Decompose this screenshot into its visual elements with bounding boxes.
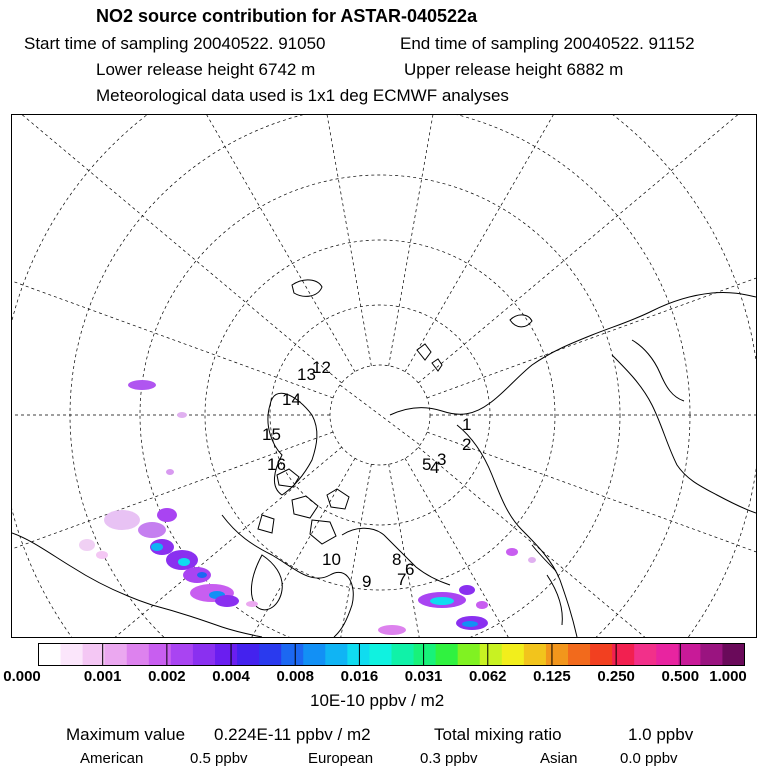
coastline-arctic-islands bbox=[258, 469, 349, 544]
max-value: 0.224E-11 ppbv / m2 bbox=[214, 725, 371, 744]
meridian-line bbox=[418, 115, 756, 383]
colorbar-cell bbox=[502, 644, 525, 666]
colorbar-tick-label: 0.004 bbox=[212, 668, 250, 685]
colorbar-cell bbox=[546, 644, 569, 666]
colorbar-units: 10E-10 ppbv / m2 bbox=[310, 691, 445, 710]
colorbar-cell bbox=[347, 644, 370, 666]
graticule bbox=[12, 115, 756, 637]
total-mixing-value: 1.0 ppbv bbox=[628, 725, 694, 744]
polar-map bbox=[12, 115, 756, 637]
colorbar-cell bbox=[700, 644, 723, 666]
plume-patch bbox=[459, 585, 475, 595]
coastline-svalbard bbox=[417, 344, 442, 371]
trajectory-time-label: 12 bbox=[312, 358, 331, 377]
plume-patch bbox=[177, 412, 187, 418]
end-time-label: End time of sampling 20040522. 91152 bbox=[400, 34, 695, 53]
meridian-line bbox=[12, 115, 342, 383]
meridian-line bbox=[30, 458, 355, 637]
plot-title: NO2 source contribution for ASTAR-040522a bbox=[96, 6, 478, 26]
colorbar-tick-label: 0.000 bbox=[3, 668, 41, 685]
trajectory-time-label: 6 bbox=[405, 560, 415, 579]
asian-label: Asian bbox=[540, 750, 578, 767]
colorbar-cell bbox=[61, 644, 84, 666]
plume-patch bbox=[138, 522, 166, 538]
colorbar-cell bbox=[590, 644, 613, 666]
colorbar-cell bbox=[171, 644, 194, 666]
trajectory-time-label: 8 bbox=[392, 550, 402, 569]
plume-patch bbox=[430, 597, 454, 605]
plume-patch bbox=[528, 557, 536, 563]
plume-patch bbox=[166, 469, 174, 475]
coastline-novaya-zemlya bbox=[510, 315, 532, 327]
trajectory-time-label: 10 bbox=[322, 550, 341, 569]
colorbar-cell bbox=[83, 644, 106, 666]
colorbar-cell bbox=[678, 644, 701, 666]
coastline-hudson-bay bbox=[251, 555, 282, 610]
meridian-line bbox=[389, 464, 502, 637]
colorbar-cell bbox=[325, 644, 348, 666]
meridian-line bbox=[418, 447, 756, 637]
lower-height-label: Lower release height 6742 m bbox=[96, 60, 316, 79]
plume-patch bbox=[476, 601, 488, 609]
coastlines bbox=[12, 280, 756, 637]
meridian-line bbox=[12, 176, 333, 398]
colorbar bbox=[38, 643, 746, 667]
plume-patch bbox=[79, 539, 95, 551]
colorbar-cell bbox=[149, 644, 172, 666]
plume-patch bbox=[246, 601, 258, 607]
meridian-line bbox=[30, 115, 355, 372]
total-mixing-label: Total mixing ratio bbox=[434, 725, 562, 744]
plume-patch bbox=[178, 558, 190, 566]
coastline-europe bbox=[612, 355, 756, 513]
meridian-line bbox=[405, 115, 730, 372]
american-value: 0.5 ppbv bbox=[190, 750, 248, 767]
colorbar-cell bbox=[303, 644, 326, 666]
colorbar-cell bbox=[392, 644, 415, 666]
american-label: American bbox=[80, 750, 144, 767]
meridian-line bbox=[340, 385, 420, 445]
plume-patch bbox=[215, 595, 239, 607]
colorbar-cell bbox=[39, 644, 62, 666]
plume-patch bbox=[96, 551, 108, 559]
colorbar-cell bbox=[480, 644, 503, 666]
trajectory-time-label: 5 bbox=[422, 455, 432, 474]
colorbar-cell bbox=[281, 644, 304, 666]
coastline-scandinavia bbox=[632, 340, 684, 401]
meridian-line bbox=[389, 115, 502, 366]
plume-patch bbox=[128, 380, 156, 390]
coastline-north-america bbox=[12, 515, 353, 637]
meridian-line bbox=[427, 176, 756, 398]
colorbar-cell bbox=[369, 644, 392, 666]
plume-patch bbox=[104, 510, 140, 530]
coastline-siberia bbox=[457, 425, 577, 637]
colorbar-cell bbox=[237, 644, 260, 666]
colorbar-cell bbox=[612, 644, 635, 666]
colorbar-cell bbox=[634, 644, 657, 666]
trajectory-time-label: 14 bbox=[282, 390, 301, 409]
plume-patch bbox=[151, 543, 163, 551]
colorbar-cell bbox=[105, 644, 128, 666]
colorbar-cell bbox=[414, 644, 437, 666]
trajectory-time-label: 1 bbox=[462, 415, 472, 434]
trajectory-time-label: 2 bbox=[462, 435, 472, 454]
colorbar-tick-label: 0.125 bbox=[533, 668, 571, 685]
meridian-line bbox=[258, 115, 371, 366]
asian-value: 0.0 ppbv bbox=[620, 750, 678, 767]
colorbar-tick-label: 0.031 bbox=[404, 668, 443, 685]
met-data-label: Meteorological data used is 1x1 deg ECMWF analyses bbox=[96, 86, 509, 105]
colorbar-cell bbox=[193, 644, 216, 666]
colorbar-cell bbox=[215, 644, 238, 666]
colorbar-cell bbox=[127, 644, 150, 666]
colorbar-tick-label: 0.008 bbox=[276, 668, 314, 685]
european-value: 0.3 ppbv bbox=[420, 750, 478, 767]
coastline-eurasia bbox=[390, 292, 756, 415]
colorbar-cell bbox=[722, 644, 745, 666]
trajectory-time-label: 16 bbox=[267, 455, 286, 474]
colorbar-tick-label: 0.250 bbox=[597, 668, 635, 685]
colorbar-cell bbox=[458, 644, 481, 666]
meridian-line bbox=[405, 458, 730, 637]
start-time-label: Start time of sampling 20040522. 91050 bbox=[24, 34, 326, 53]
meridian-line bbox=[12, 447, 342, 637]
european-label: European bbox=[308, 750, 374, 767]
plume-patch bbox=[157, 508, 177, 522]
latitude-circle bbox=[140, 175, 620, 637]
colorbar-cell bbox=[524, 644, 547, 666]
colorbar-tick-label: 0.001 bbox=[83, 668, 122, 685]
plume-patch bbox=[378, 625, 406, 635]
plume-patch bbox=[462, 621, 478, 627]
latitude-circle bbox=[70, 115, 690, 637]
meridian-line bbox=[258, 464, 371, 637]
upper-height-label: Upper release height 6882 m bbox=[404, 60, 624, 79]
colorbar-cell bbox=[436, 644, 459, 666]
colorbar-tick-label: 0.500 bbox=[661, 668, 700, 685]
trajectory-time-label: 4 bbox=[430, 458, 440, 477]
colorbar-cell bbox=[656, 644, 679, 666]
trajectory-time-label: 7 bbox=[397, 570, 407, 589]
plume-patch bbox=[506, 548, 518, 556]
trajectory-time-label: 9 bbox=[362, 572, 372, 591]
plume-patch bbox=[197, 572, 207, 578]
colorbar-tick-label: 1.000 bbox=[709, 668, 747, 685]
colorbar-cell bbox=[568, 644, 591, 666]
max-value-label: Maximum value bbox=[66, 725, 186, 744]
colorbar-cell bbox=[259, 644, 282, 666]
trajectory-time-label: 15 bbox=[262, 425, 281, 444]
colorbar-tick-label: 0.002 bbox=[148, 668, 186, 685]
trajectory-time-label: 3 bbox=[437, 450, 447, 469]
trajectory-time-label: 13 bbox=[297, 365, 316, 384]
colorbar-tick-label: 0.062 bbox=[468, 668, 507, 685]
colorbar-tick-label: 0.016 bbox=[340, 668, 379, 685]
map-panel bbox=[11, 114, 757, 638]
